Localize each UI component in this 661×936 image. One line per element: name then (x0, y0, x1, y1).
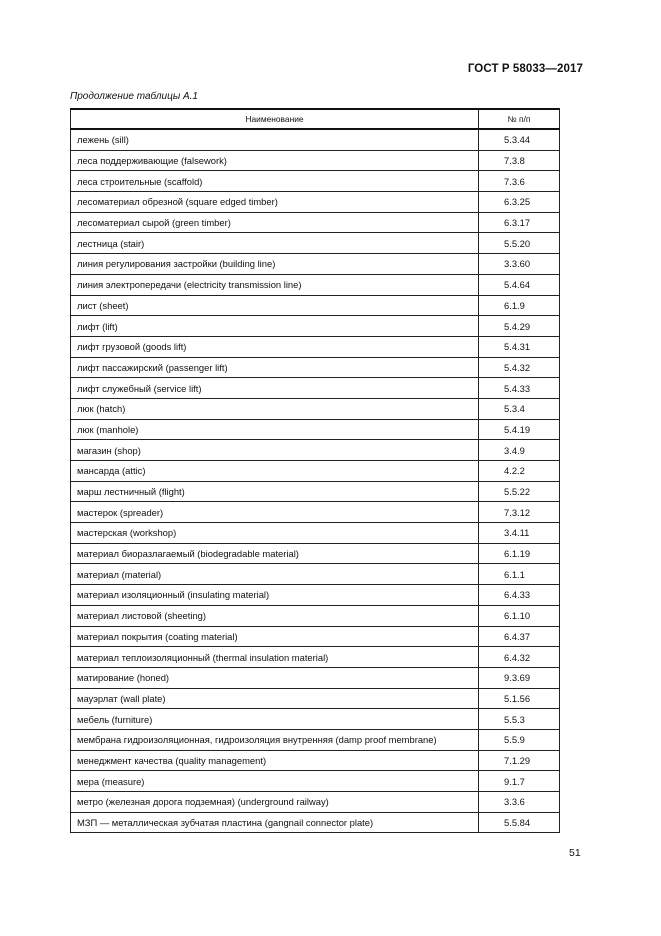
term-number-cell: 5.5.22 (479, 481, 560, 502)
column-header-number: № п/п (479, 109, 560, 129)
table-row (71, 647, 560, 668)
table-row (71, 171, 560, 192)
term-name-cell: менеджмент качества (quality management) (71, 750, 479, 771)
table-row (71, 771, 560, 792)
table-row (71, 233, 560, 254)
table-row (71, 688, 560, 709)
term-number-cell: 6.4.33 (479, 585, 560, 606)
term-name-cell: матирование (honed) (71, 667, 479, 688)
term-name-cell: люк (hatch) (71, 398, 479, 419)
term-number-cell: 5.4.32 (479, 357, 560, 378)
term-name-cell: материал теплоизоляционный (thermal insulation material) (71, 647, 479, 668)
term-name-cell: лифт пассажирский (passenger lift) (71, 357, 479, 378)
table-row (71, 274, 560, 295)
table-row (71, 750, 560, 771)
term-name-cell: марш лестничный (flight) (71, 481, 479, 502)
term-name-cell: лесоматериал обрезной (square edged timber) (71, 192, 479, 213)
term-number-cell: 7.1.29 (479, 750, 560, 771)
term-name-cell: материал (material) (71, 564, 479, 585)
term-number-cell: 7.3.12 (479, 502, 560, 523)
term-number-cell: 3.4.9 (479, 440, 560, 461)
term-name-cell: материал биоразлагаемый (biodegradable material) (71, 543, 479, 564)
term-name-cell: лифт (lift) (71, 316, 479, 337)
table-row (71, 709, 560, 730)
terms-table-body (71, 129, 560, 833)
table-row (71, 626, 560, 647)
table-row (71, 316, 560, 337)
term-number-cell: 9.1.7 (479, 771, 560, 792)
term-number-cell: 5.3.4 (479, 398, 560, 419)
term-number-cell: 5.3.44 (479, 129, 560, 150)
term-number-cell: 4.2.2 (479, 461, 560, 482)
table-header-row (71, 109, 560, 129)
term-name-cell: лифт грузовой (goods lift) (71, 336, 479, 357)
term-name-cell: мауэрлат (wall plate) (71, 688, 479, 709)
term-name-cell: люк (manhole) (71, 419, 479, 440)
table-row (71, 667, 560, 688)
table-row (71, 419, 560, 440)
term-name-cell: мебель (furniture) (71, 709, 479, 730)
table-row (71, 440, 560, 461)
term-number-cell: 5.4.64 (479, 274, 560, 295)
term-number-cell: 6.3.17 (479, 212, 560, 233)
term-number-cell: 3.3.6 (479, 792, 560, 813)
table-row (71, 129, 560, 150)
term-name-cell: материал покрытия (coating material) (71, 626, 479, 647)
terms-table (70, 108, 560, 833)
term-name-cell: лестница (stair) (71, 233, 479, 254)
term-name-cell: леса поддерживающие (falsework) (71, 150, 479, 171)
term-name-cell: метро (железная дорога подземная) (underground railway) (71, 792, 479, 813)
term-number-cell: 5.4.29 (479, 316, 560, 337)
table-row (71, 481, 560, 502)
term-number-cell: 6.3.25 (479, 192, 560, 213)
table-row (71, 192, 560, 213)
term-number-cell: 5.4.33 (479, 378, 560, 399)
table-row (71, 585, 560, 606)
term-number-cell: 6.1.10 (479, 605, 560, 626)
table-row (71, 812, 560, 833)
term-number-cell: 5.1.56 (479, 688, 560, 709)
table-row (71, 150, 560, 171)
term-number-cell: 7.3.8 (479, 150, 560, 171)
page-number: 51 (569, 847, 581, 859)
term-name-cell: материал листовой (sheeting) (71, 605, 479, 626)
term-number-cell: 5.5.84 (479, 812, 560, 833)
table-row (71, 502, 560, 523)
term-name-cell: магазин (shop) (71, 440, 479, 461)
term-number-cell: 5.4.19 (479, 419, 560, 440)
term-name-cell: мансарда (attic) (71, 461, 479, 482)
table-row (71, 461, 560, 482)
term-number-cell: 5.5.3 (479, 709, 560, 730)
table-row (71, 398, 560, 419)
column-header-name: Наименование (71, 109, 479, 129)
table-row (71, 378, 560, 399)
table-caption: Продолжение таблицы А.1 (70, 91, 198, 102)
term-number-cell: 5.4.31 (479, 336, 560, 357)
table-row (71, 605, 560, 626)
table-row (71, 357, 560, 378)
term-number-cell: 5.5.20 (479, 233, 560, 254)
document-standard-header: ГОСТ Р 58033—2017 (467, 63, 583, 75)
term-number-cell: 6.1.1 (479, 564, 560, 585)
table-row (71, 543, 560, 564)
term-name-cell: мастерская (workshop) (71, 523, 479, 544)
term-name-cell: лесоматериал сырой (green timber) (71, 212, 479, 233)
term-number-cell: 6.1.9 (479, 295, 560, 316)
table-row (71, 792, 560, 813)
table-row (71, 295, 560, 316)
term-name-cell: лифт служебный (service lift) (71, 378, 479, 399)
table-row (71, 564, 560, 585)
term-number-cell: 6.4.37 (479, 626, 560, 647)
table-row (71, 336, 560, 357)
term-name-cell: мастерок (spreader) (71, 502, 479, 523)
term-name-cell: линия регулирования застройки (building line) (71, 254, 479, 275)
term-number-cell: 6.4.32 (479, 647, 560, 668)
term-name-cell: МЗП — металлическая зубчатая пластина (gangnail connector plate) (71, 812, 479, 833)
term-number-cell: 5.5.9 (479, 729, 560, 750)
term-name-cell: лежень (sill) (71, 129, 479, 150)
term-number-cell: 3.4.11 (479, 523, 560, 544)
table-row (71, 523, 560, 544)
term-name-cell: лист (sheet) (71, 295, 479, 316)
term-number-cell: 7.3.6 (479, 171, 560, 192)
term-number-cell: 9.3.69 (479, 667, 560, 688)
table-row (71, 254, 560, 275)
term-name-cell: линия электропередачи (electricity transmission line) (71, 274, 479, 295)
table-row (71, 212, 560, 233)
term-name-cell: леса строительные (scaffold) (71, 171, 479, 192)
term-name-cell: мера (measure) (71, 771, 479, 792)
term-number-cell: 3.3.60 (479, 254, 560, 275)
table-row (71, 729, 560, 750)
term-name-cell: материал изоляционный (insulating material) (71, 585, 479, 606)
term-name-cell: мембрана гидроизоляционная, гидроизоляция внутренняя (damp proof membrane) (71, 729, 479, 750)
term-number-cell: 6.1.19 (479, 543, 560, 564)
